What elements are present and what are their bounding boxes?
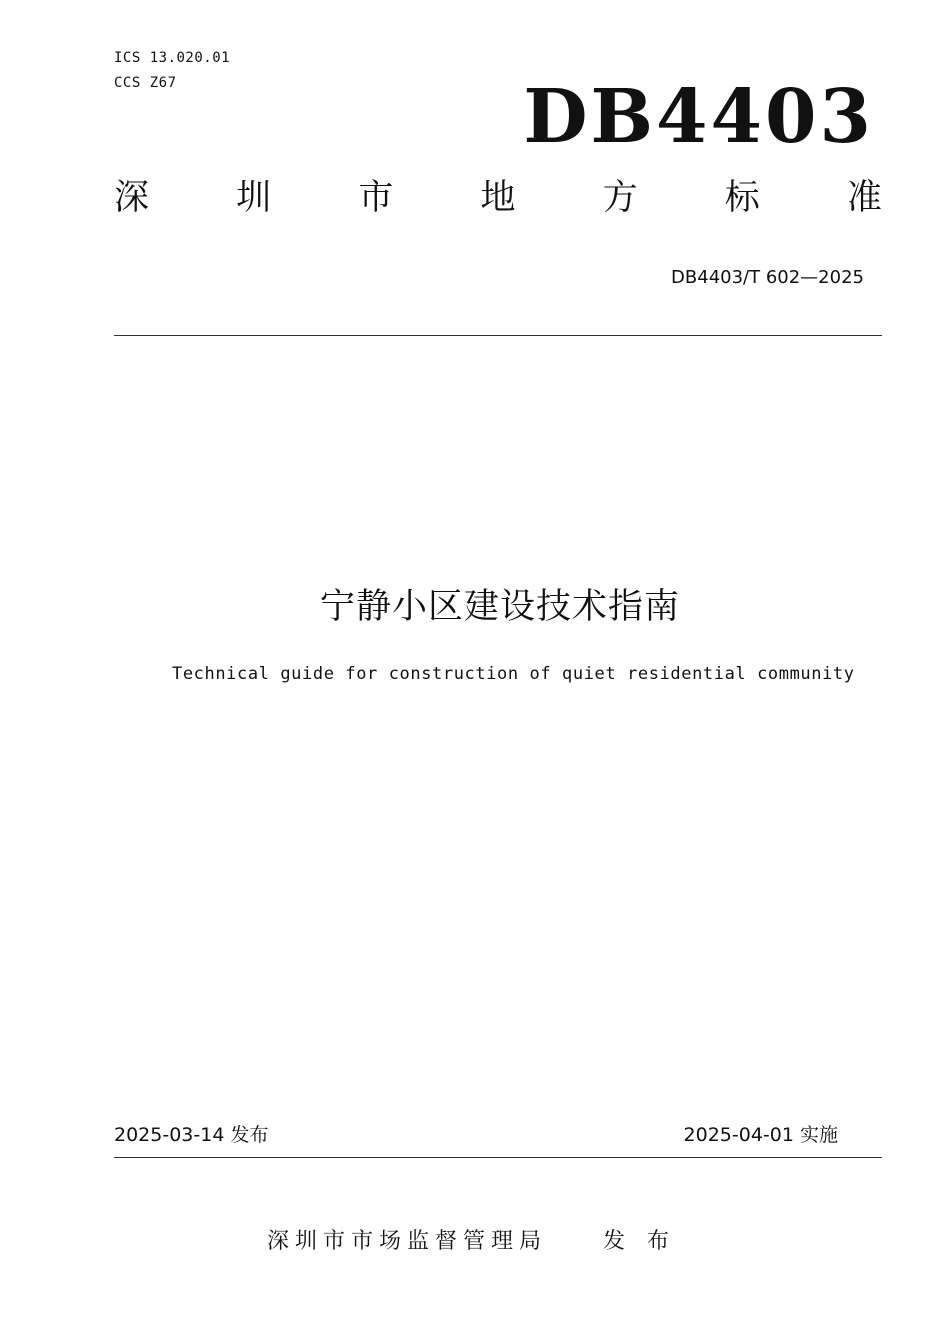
standard-type-char: 标 bbox=[724, 178, 760, 218]
ccs-code: CCS Z67 bbox=[114, 75, 177, 91]
standard-type-char: 方 bbox=[602, 178, 638, 218]
standard-type bbox=[114, 176, 882, 220]
publisher: 深圳市市场监督管理局 bbox=[267, 1229, 548, 1254]
standard-type-char: 深 bbox=[114, 178, 150, 218]
standard-number: DB4403/T 602—2025 bbox=[671, 267, 864, 288]
standard-type-char: 市 bbox=[358, 178, 394, 218]
document-title-en: Technical guide for construction of quiet residential community bbox=[172, 664, 855, 684]
db-mark: DB4403 bbox=[523, 74, 874, 160]
publisher-line bbox=[267, 1224, 691, 1255]
implementation-date: 2025-04-01 实施 bbox=[683, 1124, 838, 1146]
standard-type-char: 准 bbox=[846, 178, 882, 218]
publish-word: 发布 bbox=[603, 1229, 692, 1254]
standard-type-char: 圳 bbox=[236, 178, 272, 218]
bottom-divider bbox=[114, 1157, 882, 1158]
issue-date: 2025-03-14 发布 bbox=[114, 1124, 269, 1146]
ics-code: ICS 13.020.01 bbox=[114, 50, 231, 66]
top-divider bbox=[114, 335, 882, 336]
standard-type-char: 地 bbox=[480, 178, 516, 218]
document-title-cn: 宁静小区建设技术指南 bbox=[319, 587, 680, 627]
